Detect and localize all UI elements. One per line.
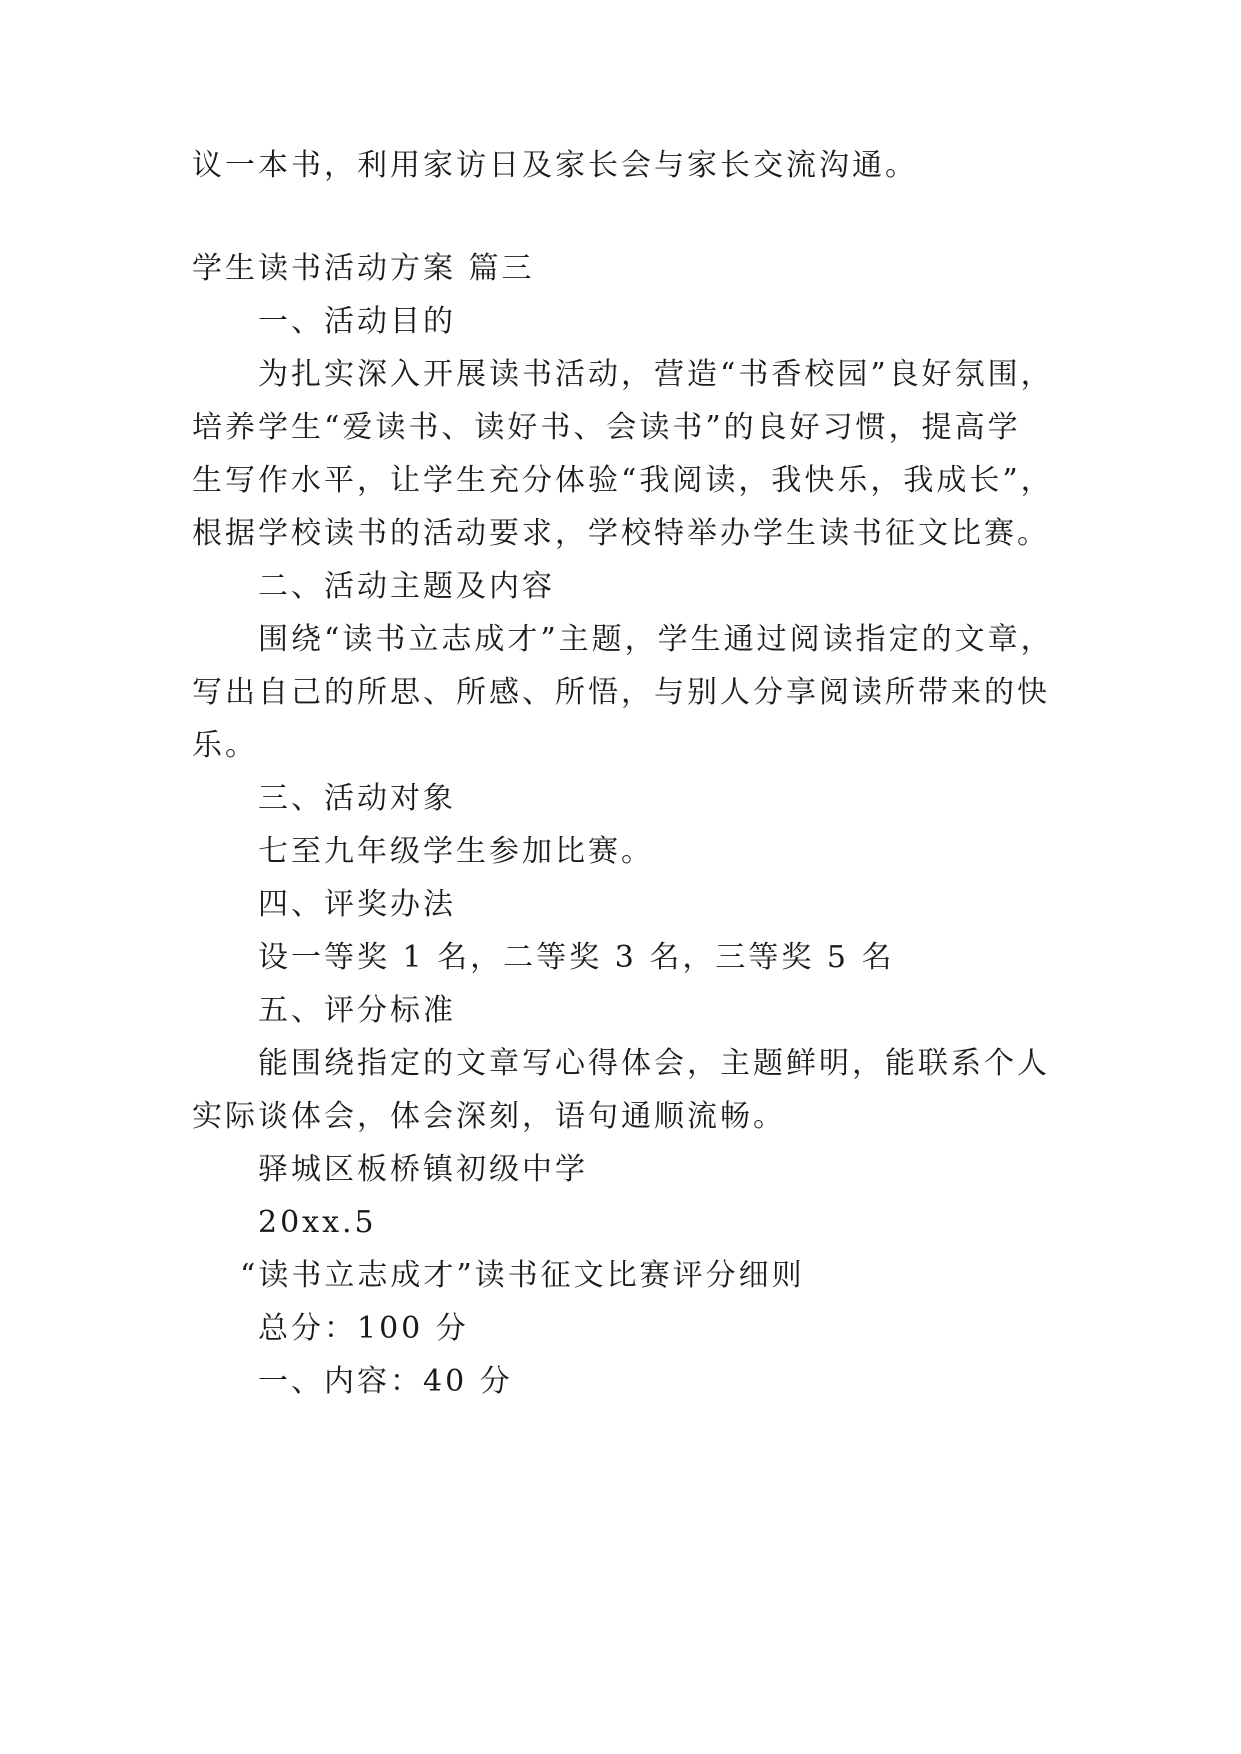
theme-line-1: 围绕“读书立志成才”主题，学生通过阅读指定的文章， — [258, 622, 1054, 657]
document-date: 20xx.5 — [258, 1205, 377, 1240]
participants-text: 七至九年级学生参加比赛。 — [258, 834, 654, 869]
theme-line-2: 写出自己的所思、所感、所悟，与别人分享阅读所带来的快 — [192, 675, 1050, 710]
awards-text: 设一等奖 1 名，二等奖 3 名，三等奖 5 名 — [258, 940, 895, 975]
total-score: 总分：100 分 — [258, 1311, 469, 1346]
heading-criteria: 五、评分标准 — [258, 993, 456, 1028]
heading-participants: 三、活动对象 — [258, 781, 456, 816]
section-title: 学生读书活动方案 篇三 — [192, 251, 535, 286]
purpose-line-2: 培养学生“爱读书、读好书、会读书”的良好习惯，提高学 — [192, 410, 1021, 445]
criteria-line-2: 实际谈体会，体会深刻，语句通顺流畅。 — [192, 1099, 786, 1134]
previous-section-tail: 议一本书，利用家访日及家长会与家长交流沟通。 — [192, 148, 918, 183]
criteria-line-1: 能围绕指定的文章写心得体会，主题鲜明，能联系个人 — [258, 1046, 1050, 1081]
heading-theme: 二、活动主题及内容 — [258, 569, 555, 604]
organization-name: 驿城区板桥镇初级中学 — [258, 1152, 588, 1187]
heading-awards: 四、评奖办法 — [258, 887, 456, 922]
content-score: 一、内容：40 分 — [258, 1364, 513, 1399]
theme-line-3: 乐。 — [192, 728, 258, 763]
purpose-line-3: 生写作水平，让学生充分体验“我阅读，我快乐，我成长”， — [192, 463, 1054, 498]
scoring-rules-title: “读书立志成才”读书征文比赛评分细则 — [240, 1258, 805, 1293]
purpose-line-4: 根据学校读书的活动要求，学校特举办学生读书征文比赛。 — [192, 516, 1050, 551]
heading-purpose: 一、活动目的 — [258, 304, 456, 339]
purpose-line-1: 为扎实深入开展读书活动，营造“书香校园”良好氛围， — [258, 357, 1054, 392]
